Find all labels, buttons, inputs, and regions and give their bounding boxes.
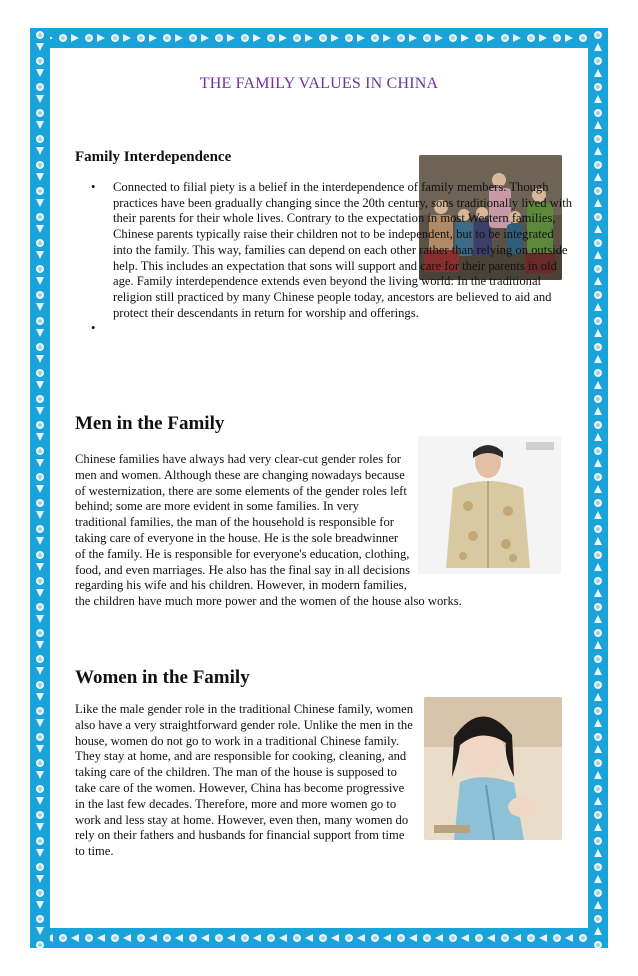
image-space [431, 452, 571, 591]
document-title: THE FAMILY VALUES IN CHINA [199, 75, 439, 92]
women-in-the-family-paragraph: Like the male gender role in the traditional Chinese family, women also have a very straightforward gender role. Unlike the men in the house, women do not go to work in a traditional Chinese family. They stay at home, and are responsible for cooking, cleaning, and taking care of the children. The man of the house is supposed to take care of the women. However, China has become progressive in the last few decades. Therefore, more and more women go to work and less stay at home. However, even then, many women do rely on their fathers and husbands for financial support from time to time. [75, 702, 571, 860]
interdependence-bullet-list [75, 180, 575, 337]
list-item-empty [75, 321, 575, 337]
decorative-border-top [30, 28, 608, 48]
section-heading-family-interdependence: Family Interdependence [75, 149, 232, 165]
list-item [75, 180, 575, 321]
interdependence-paragraph: Connected to filial piety is a belief in the interdependence of family members. Though practices have been gradually changing since the 20th century, sons traditionally lived with their parents for their whole lives. Contrary to the expectation in most Western families, Chinese parents typically raise their children not to be independent, but to be integrated into the family. This way, families can depend on each other rather than relying on outside help. This includes an expectation that sons will support and care for their parents in old age. Family interdependence extends even beyond the living world: In the traditional religion still practiced by many Chinese people today, ancestors are believed to aid and protect their descendants in return for worship and offerings. [113, 180, 573, 320]
document-page [50, 48, 588, 928]
men-in-the-family-paragraph: Chinese families have always had very clear-cut gender roles for men and women. Although these are changing nowadays because of westernization, there are some elements of the gender roles left behind; some are more evident in some families. In very traditional families, the man of the household is responsible for taking care of everyone in the house. He is the sole breadwinner of the family. He is responsible for everyone's education, clothing, food, and even marriages. He also has the final say in all decisions regarding his wife and his children. However, in modern families, the children have much more power and the women of the house also works. [75, 452, 571, 610]
decorative-border-left [30, 28, 50, 948]
section-heading-men-in-the-family: Men in the Family [75, 413, 225, 434]
decorative-border-bottom [30, 928, 608, 948]
section-heading-women-in-the-family: Women in the Family [75, 667, 250, 688]
decorative-border-right [588, 28, 608, 948]
image-space [437, 702, 571, 844]
